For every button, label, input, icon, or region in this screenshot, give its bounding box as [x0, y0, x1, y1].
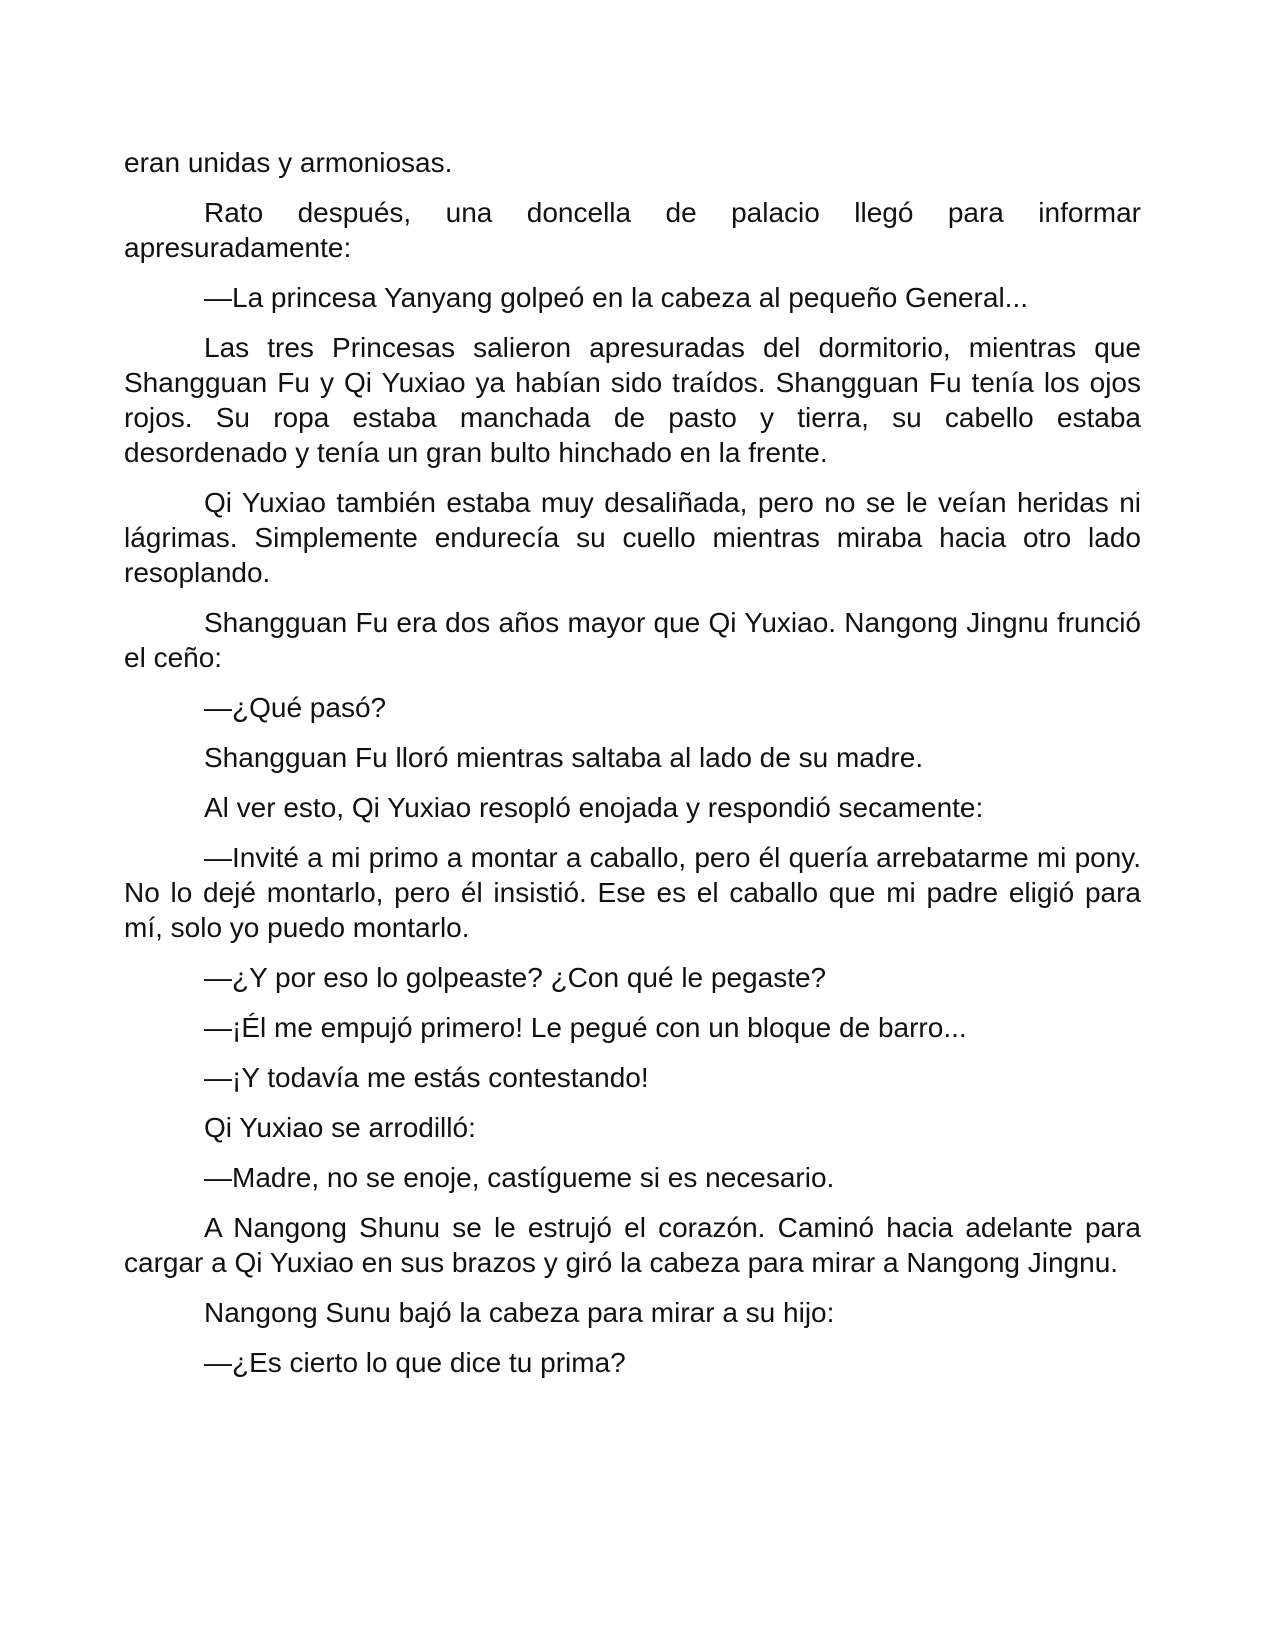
- paragraph: A Nangong Shunu se le estrujó el corazón. Caminó hacia adelante para cargar a Qi Yuxiao en sus brazos y giró la cabeza para mirar a Nangong Jingnu.: [124, 1212, 1141, 1278]
- paragraph: Al ver esto, Qi Yuxiao resopló enojada y respondió secamente:: [204, 792, 984, 823]
- body-text: [124, 145, 1141, 1395]
- paragraph: Qi Yuxiao también estaba muy desaliñada, pero no se le veían heridas ni lágrimas. Simplemente endurecía su cuello mientras miraba hacia otro lado resoplando.: [124, 487, 1141, 588]
- dialogue-line: —¡Y todavía me estás contestando!: [204, 1062, 649, 1093]
- dialogue-line: —¿Qué pasó?: [204, 692, 387, 723]
- dialogue-line: —La princesa Yanyang golpeó en la cabeza al pequeño General...: [204, 282, 1029, 313]
- dialogue-line: —¿Y por eso lo golpeaste? ¿Con qué le pegaste?: [204, 962, 827, 993]
- dialogue-line: —¿Es cierto lo que dice tu prima?: [204, 1347, 626, 1378]
- paragraph: Shangguan Fu lloró mientras saltaba al lado de su madre.: [204, 742, 924, 773]
- paragraph: Shangguan Fu era dos años mayor que Qi Yuxiao. Nangong Jingnu frunció el ceño:: [124, 607, 1141, 673]
- dialogue-line: —¡Él me empujó primero! Le pegué con un bloque de barro...: [204, 1012, 967, 1043]
- paragraph: Nangong Sunu bajó la cabeza para mirar a su hijo:: [204, 1297, 835, 1328]
- dialogue-line: —Invité a mi primo a montar a caballo, pero él quería arrebatarme mi pony. No lo dejé montarlo, pero él insistió. Ese es el caballo que mi padre eligió para mí, solo yo puedo montarlo.: [124, 842, 1141, 943]
- paragraph: eran unidas y armoniosas.: [124, 147, 453, 178]
- paragraph: Rato después, una doncella de palacio llegó para informar apresuradamente:: [124, 197, 1141, 263]
- dialogue-line: —Madre, no se enoje, castígueme si es necesario.: [204, 1162, 835, 1193]
- paragraph: Las tres Princesas salieron apresuradas del dormitorio, mientras que Shangguan Fu y Qi Yuxiao ya habían sido traídos. Shangguan Fu tenía los ojos rojos. Su ropa estaba manchada de pasto y tierra, su cabello estaba desordenado y tenía un gran bulto hinchado en la frente.: [124, 332, 1141, 468]
- paragraph: Qi Yuxiao se arrodilló:: [204, 1112, 476, 1143]
